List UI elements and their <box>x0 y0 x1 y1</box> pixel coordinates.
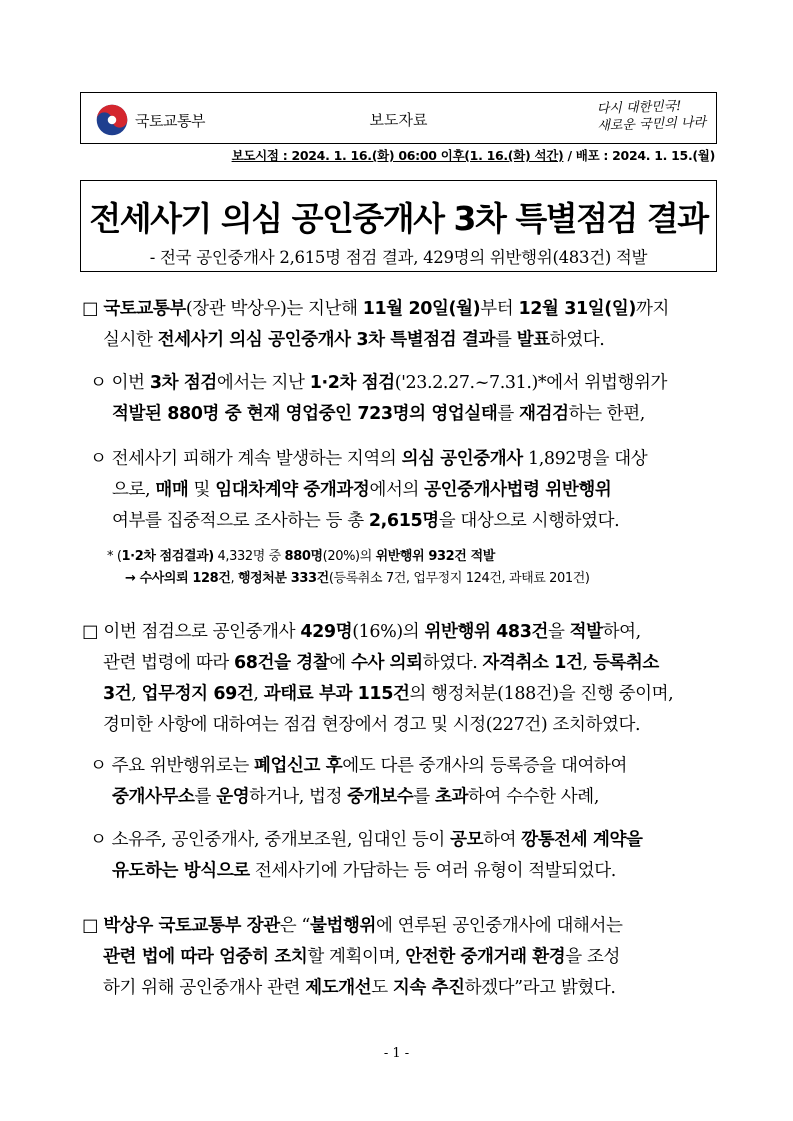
section-2-line-1 <box>82 617 673 648</box>
text-bold: 초과 <box>434 787 468 807</box>
text: * ( <box>107 549 122 564</box>
distribution-date: / 배포 : 2024. 1. 15.(월) <box>563 148 715 163</box>
circle-bullet: ㅇ <box>90 830 112 850</box>
text-bold: 자격취소 1건 <box>482 653 583 673</box>
text-bold: 불법행위 <box>309 916 376 936</box>
text-bold: 관련 법에 따라 엄중히 조치 <box>103 947 308 967</box>
text: 에 연루된 공인중개사에 대해서는 <box>376 916 623 936</box>
text: 를 <box>413 787 435 807</box>
text: 를 <box>495 330 517 350</box>
text-bold: 폐업신고 후 <box>254 756 343 776</box>
text: 이번 <box>111 373 150 393</box>
text-bold: 전세사기 의심 공인중개사 3차 특별점검 결과 <box>157 330 496 350</box>
text-bold: 안전한 중개거래 환경 <box>405 947 566 967</box>
page-number: - 1 - <box>383 1046 410 1061</box>
text: 이번 점검으로 공인중개사 <box>103 622 301 642</box>
text-bold: 1·2차 점검결과) <box>121 549 214 564</box>
text: 도 <box>371 978 393 998</box>
text-bold: 박상우 국토교통부 장관 <box>103 916 280 936</box>
text: 전세사기에 가담하는 등 여러 유형이 적발되었다. <box>249 861 616 881</box>
text-bold: 수사 의뢰 <box>350 653 423 673</box>
text: 할 계획이며, <box>307 947 406 967</box>
text: 의 행정처분(188건)을 진행 중이며, <box>409 684 674 704</box>
section-2-line-2 <box>82 648 673 679</box>
text: 및 <box>188 480 216 500</box>
text: 주요 위반행위로는 <box>111 756 255 776</box>
ministry-name: 국토교통부 <box>135 111 205 130</box>
bullet-2 <box>90 444 647 537</box>
government-slogan <box>597 97 707 135</box>
text-bold: 429명 <box>300 622 353 642</box>
text-bold: 깡통전세 계약을 <box>521 830 643 850</box>
text: 하였다. <box>549 330 605 350</box>
circle-bullet: ㅇ <box>90 449 112 469</box>
section-2 <box>82 617 673 741</box>
text: 여부를 집중적으로 조사하는 등 총 <box>112 511 369 531</box>
text-bold: 지속 추진 <box>392 978 465 998</box>
slogan-line-1: 다시 대한민국! <box>596 98 682 117</box>
bullet-4-line-2 <box>90 856 643 887</box>
text-bold: 중개보수 <box>347 787 414 807</box>
text: 하거나, 법정 <box>249 787 348 807</box>
text: 까지 <box>635 299 669 319</box>
text: ('23.2.27.~7.31.)*에서 위법행위가 <box>394 373 667 393</box>
slogan-line-2: 새로운 국민의 나라 <box>597 115 707 134</box>
text-bold: → 수사의뢰 128건 <box>125 571 231 586</box>
circle-bullet: ㅇ <box>90 756 112 776</box>
text: 하겠다”라고 밝혔다. <box>464 978 616 998</box>
text: 하여 <box>483 830 522 850</box>
page-title: 전세사기 의심 공인중개사 3차 특별점검 결과 <box>89 199 708 238</box>
text: 관련 법령에 따라 <box>103 653 235 673</box>
text: 를 <box>497 404 520 424</box>
footnote-box <box>107 546 590 590</box>
bullet-1 <box>90 368 667 430</box>
bullet-1-line-1 <box>90 368 667 399</box>
text: 으로, <box>112 480 156 500</box>
text-bold: 3건 <box>103 684 132 704</box>
text-bold: 국토교통부 <box>103 299 186 319</box>
text: , <box>131 684 142 704</box>
text: 을 대상으로 시행하였다. <box>438 511 620 531</box>
text: 은 “ <box>279 916 310 936</box>
text: 하기 위해 공인중개사 관련 <box>103 978 306 998</box>
footnote-line-1 <box>107 546 590 568</box>
text-bold: 적발된 880명 중 현재 영업중인 723명의 영업실태 <box>112 404 498 424</box>
section-3 <box>82 911 623 1004</box>
text-bold: 위반행위 483건 <box>424 622 548 642</box>
page-subtitle: - 전국 공인중개사 2,615명 점검 결과, 429명의 위반행위(483건) 적발 <box>149 248 648 267</box>
text-bold: 중개사무소 <box>112 787 195 807</box>
text-bold: 적발 <box>569 622 603 642</box>
text-bold: 1·2차 점검 <box>309 373 395 393</box>
text: 을 조성 <box>565 947 620 967</box>
checkbox-bullet: □ <box>82 299 104 319</box>
text: , <box>230 571 238 586</box>
text: 소유주, 공인중개사, 중개보조원, 임대인 등이 <box>111 830 451 850</box>
text: 하는 한편, <box>568 404 645 424</box>
bullet-1-line-2 <box>90 399 667 430</box>
text-bold: 3차 점검 <box>149 373 217 393</box>
section-3-line-2 <box>82 942 623 973</box>
press-release-label: 보도자료 <box>369 111 428 129</box>
text-bold: 공모 <box>450 830 484 850</box>
bullet-2-line-1 <box>90 444 647 475</box>
text: 에서의 <box>369 480 425 500</box>
text-bold: 11월 20일(월) <box>362 299 481 319</box>
footnote-line-2 <box>107 568 590 590</box>
text-bold: 880명 <box>284 549 323 564</box>
title-box <box>80 180 717 272</box>
text-bold: 재검검 <box>519 404 569 424</box>
text: 경미한 사항에 대하여는 점검 현장에서 경고 및 시정(227건) 조치하였다. <box>103 715 641 735</box>
text-bold: 매매 <box>155 480 189 500</box>
text: (16%)의 <box>352 622 425 642</box>
circle-bullet: ㅇ <box>90 373 112 393</box>
text-bold: 유도하는 방식으로 <box>112 861 250 881</box>
text-bold: 발표 <box>516 330 550 350</box>
bullet-2-line-3 <box>90 506 647 537</box>
text-bold: 행정처분 333건 <box>237 571 329 586</box>
text-bold: 위반행위 932건 적발 <box>375 549 495 564</box>
text-bold: 과태료 부과 115건 <box>263 684 410 704</box>
embargo-time: 보도시점 : 2024. 1. 16.(화) 06:00 이후(1. 16.(화) 석간) <box>231 148 564 163</box>
press-header <box>80 92 717 144</box>
text: 하여 수수한 사례, <box>467 787 599 807</box>
bullet-3-line-2 <box>90 782 627 813</box>
text: 4,332명 중 <box>213 549 285 564</box>
section-3-line-3 <box>82 973 623 1004</box>
text: 에서는 지난 <box>216 373 310 393</box>
text: , <box>253 684 264 704</box>
section-1-line-2 <box>82 325 669 356</box>
text-bold: 운영 <box>216 787 250 807</box>
section-2-line-4 <box>82 710 673 741</box>
section-2-line-3 <box>82 679 673 710</box>
text: (장관 박상우)는 지난해 <box>185 299 363 319</box>
text-bold: 공인중개사법령 위반행위 <box>424 480 612 500</box>
text: 부터 <box>480 299 519 319</box>
checkbox-bullet: □ <box>82 622 104 642</box>
text: (등록취소 7건, 업무정지 124건, 과태료 201건) <box>328 571 590 586</box>
text: , <box>582 653 593 673</box>
bullet-4-line-1 <box>90 825 643 856</box>
checkbox-bullet: □ <box>82 916 104 936</box>
text-bold: 68건을 경찰 <box>234 653 330 673</box>
text-bold: 12월 31일(일) <box>518 299 636 319</box>
text: (20%)의 <box>322 549 376 564</box>
embargo-info <box>232 146 715 164</box>
text: 1,892명을 대상 <box>522 449 648 469</box>
text-bold: 2,615명 <box>368 511 439 531</box>
text: 에도 다른 중개사의 등록증을 대여하여 <box>342 756 627 776</box>
section-1-line-1 <box>82 294 669 325</box>
text-bold: 제도개선 <box>305 978 372 998</box>
text-bold: 등록취소 <box>592 653 659 673</box>
bullet-2-line-2 <box>90 475 647 506</box>
text-bold: 업무정지 69건 <box>141 684 254 704</box>
bullet-3-line-1 <box>90 751 627 782</box>
text-bold: 임대차계약 중개과정 <box>215 480 370 500</box>
text: 실시한 <box>103 330 158 350</box>
bullet-4 <box>90 825 643 887</box>
text: 전세사기 피해가 계속 발생하는 지역의 <box>111 449 402 469</box>
text: 에 <box>329 653 351 673</box>
text: 을 <box>547 622 570 642</box>
text-bold: 의심 공인중개사 <box>401 449 523 469</box>
text: 를 <box>194 787 217 807</box>
bullet-3 <box>90 751 627 813</box>
text: 하였다. <box>422 653 483 673</box>
section-1 <box>82 294 669 356</box>
text: 하여, <box>602 622 641 642</box>
section-3-line-1 <box>82 911 623 942</box>
